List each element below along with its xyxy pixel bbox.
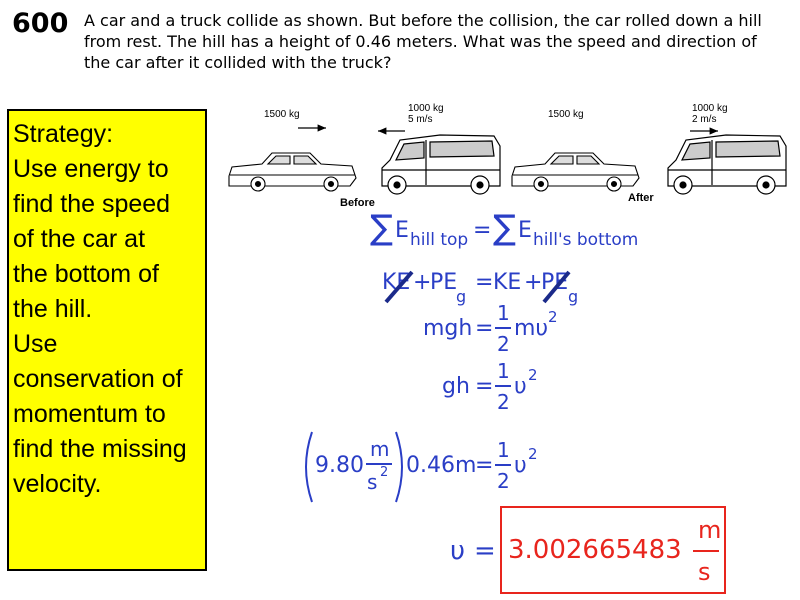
equals-sign: = [475,374,494,399]
fraction-bar [495,327,511,329]
fraction-denominator: 2 [497,332,510,356]
mgh-term: mgh [423,316,473,341]
fraction-numerator: 1 [497,438,510,462]
after-car-mass: 1500 kg [548,109,584,120]
power-exponent: 2 [528,366,538,384]
before-truck [382,135,500,194]
power-exponent: 2 [528,445,538,463]
after-truck-mass: 1000 kg [692,103,728,114]
problem-text: A car and a truck collide as shown. But before the collision, the car rolled down a hill from rest. The hill has a height of 0.46 meters. What was the speed and direction of the car after it collided with the truck? [84,11,762,72]
before-car [229,153,356,191]
pe-subscript: g [568,287,579,306]
after-truck [668,135,786,194]
unit-denominator: s [367,470,378,494]
after-truck-speed: 2 m/s [692,114,717,125]
cancel-ke-strike [386,272,412,302]
right-paren [396,432,402,502]
answer-unit-denominator: s [698,558,711,586]
fraction-numerator: 1 [497,301,510,325]
before-label: Before [340,197,375,209]
m-v-term: mυ [514,316,549,341]
velocity-term: υ [514,453,527,478]
equals-sign: = [475,316,494,341]
energy-symbol: E [518,218,532,243]
velocity-term: υ [514,374,527,399]
hill-top-subscript: hill top [410,230,469,250]
after-car [512,153,639,191]
cancel-strikes [380,268,580,308]
pe-term: PE [430,270,458,295]
strategy-line: Use [13,330,58,358]
fraction-bar [495,464,511,466]
strategy-line: of the car at [13,225,146,253]
gravity-value: 9.80 [315,453,364,478]
answer-value: 3.002665483 [508,535,682,565]
power-exponent: 2 [548,308,558,326]
left-paren [306,432,312,502]
strategy-line: find the missing [13,435,187,463]
after-label: After [628,192,654,204]
strategy-line: Strategy: [13,120,114,148]
strategy-line: conservation of [13,365,183,393]
sum-symbol: ∑ [370,208,393,248]
strategy-line: momentum to [13,400,166,428]
equals-sign: = [475,453,494,478]
pe-term: PE [541,270,569,295]
equals-sign: = [474,536,496,566]
fraction-bar [495,385,511,387]
ke-term: KE [382,270,411,295]
equals-sign: = [473,218,492,243]
answer-fraction-bar [693,550,719,552]
velocity-symbol: υ [450,536,466,566]
fraction-denominator: 2 [497,469,510,493]
equals-sign: = [475,270,494,295]
sum-symbol: ∑ [493,208,516,248]
strategy-line: Use energy to [13,155,169,183]
cancel-pe-strike [544,272,569,302]
plus-sign: + [524,270,543,295]
unit-numerator: m [370,437,390,461]
height-value: 0.46m [406,453,477,478]
before-truck-mass: 1000 kg [408,103,444,114]
strategy-line: the bottom of [13,260,159,288]
strategy-line: find the speed [13,190,171,218]
strategy-line: the hill. [13,295,93,323]
problem-number: 600 [12,8,69,39]
plus-sign: + [413,270,432,295]
hill-bottom-subscript: hill's bottom [533,230,639,250]
fraction-numerator: 1 [497,359,510,383]
energy-symbol: E [395,218,409,243]
unit-power: 2 [380,465,389,480]
pe-subscript: g [456,287,467,306]
strategy-line: velocity. [13,470,102,498]
before-truck-speed: 5 m/s [408,114,433,125]
gh-term: gh [442,374,470,399]
before-car-mass: 1500 kg [264,109,300,120]
answer-unit-numerator: m [698,516,722,544]
fraction-denominator: 2 [497,390,510,414]
ke-term: KE [493,270,522,295]
vehicles-drawing [0,0,800,215]
